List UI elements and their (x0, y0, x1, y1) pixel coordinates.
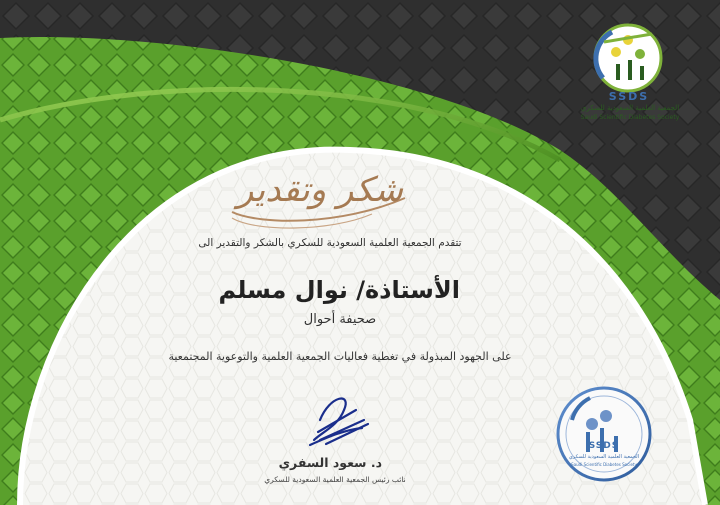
certificate-heading: شكر وتقدير (237, 170, 403, 210)
recipient-org: صحيفة أحوال (303, 312, 377, 327)
certificate-intro: تتقدم الجمعية العلمية السعودية للسكري بالشكر والتقدير الى (198, 237, 462, 249)
stamp-arabic-name: الجمعية العلمية السعودية للسكري (568, 454, 640, 460)
signatory-name: د. سعود السفري (278, 455, 382, 470)
signatory-title: نائب رئيس الجمعية العلمية السعودية للسكري (264, 475, 406, 484)
certificate-reason: على الجهود المبذولة في تغطية فعاليات الجمعية العلمية والتوعوية المجتمعية (168, 350, 512, 363)
logo-acronym: SSDS (608, 90, 650, 103)
stamp-acronym: SSDS (588, 441, 620, 451)
logo-arabic-name: الجمعية العلمية السعودية للسكري (580, 104, 680, 112)
logo-english-name: Saudi Scientific Diabetes Society (580, 114, 680, 121)
ssds-logo-emblem (595, 25, 661, 91)
stamp-english-name: Saudi Scientific Diabetes Society (571, 462, 637, 467)
recipient-name: الأستاذة/ نوال مسلم (218, 276, 460, 304)
